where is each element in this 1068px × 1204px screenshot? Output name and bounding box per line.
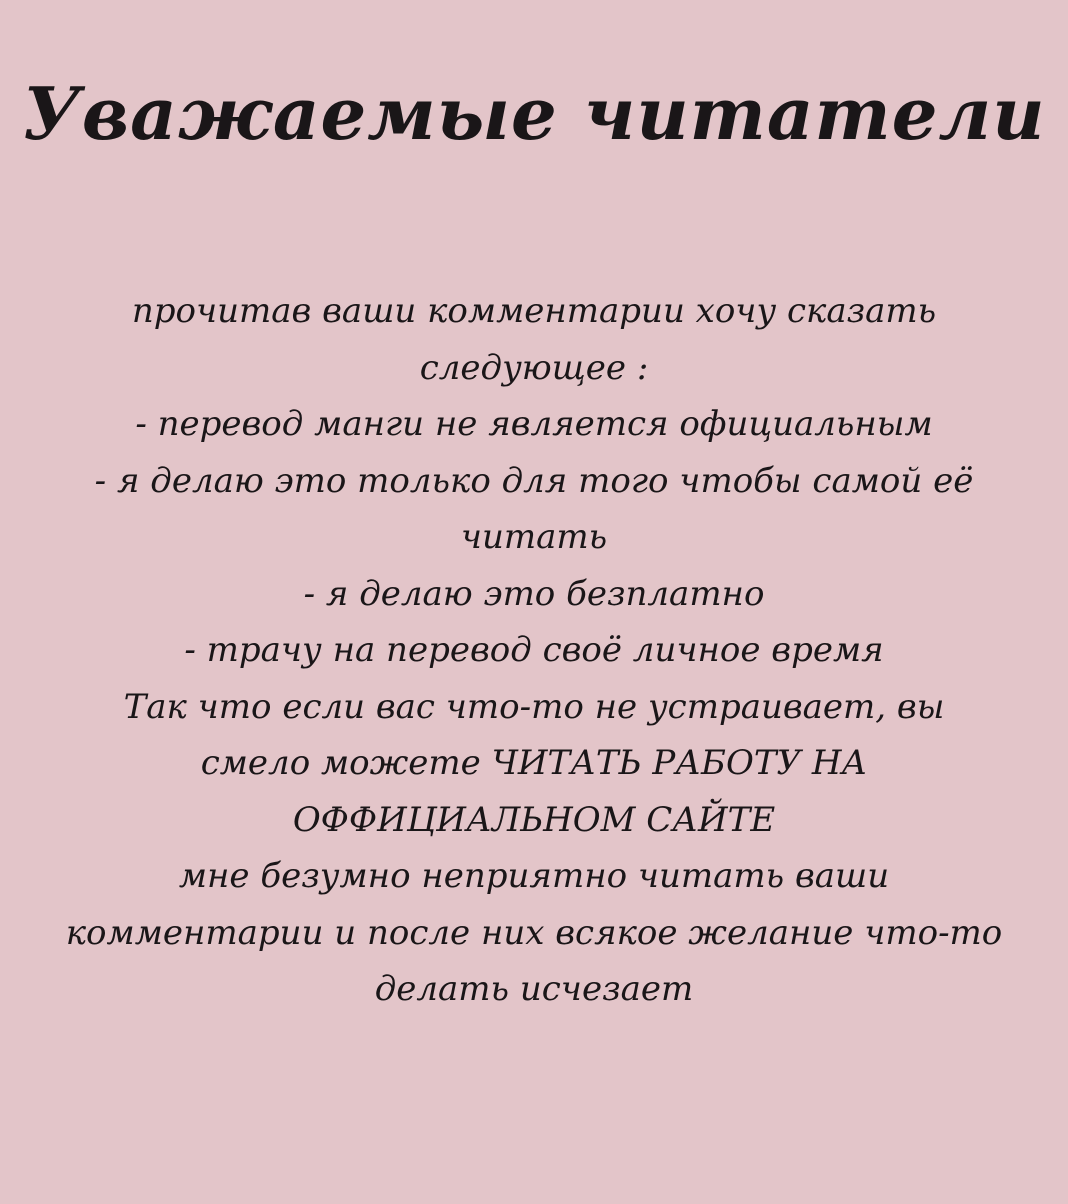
message-line: - я делаю это только для того чтобы самой её — [94, 460, 974, 501]
message-line: комментарии и после них всякое желание что-то — [65, 912, 1003, 953]
message-line: следующее : — [419, 347, 649, 388]
message-body — [40, 283, 1028, 1018]
message-line: читать — [460, 517, 608, 557]
message-line: - я делаю это безплатно — [303, 573, 765, 614]
message-line: мне безумно неприятно читать ваши — [178, 856, 890, 896]
message-line: - перевод манги не является официальным — [135, 404, 933, 444]
message-line: ОФФИЦИАЛЬНОМ САЙТЕ — [292, 799, 776, 840]
message-line: - трачу на перевод своё личное время — [184, 630, 884, 670]
page-title: Уважаемые читатели — [22, 71, 1046, 156]
message-line: Так что если вас что-то не устраивает, вы — [123, 686, 945, 727]
message-line: делать исчезает — [374, 969, 694, 1009]
message-line: прочитав ваши комментарии хочу сказать — [131, 291, 937, 331]
message-line: смело можете ЧИТАТЬ РАБОТУ НА — [200, 743, 868, 783]
